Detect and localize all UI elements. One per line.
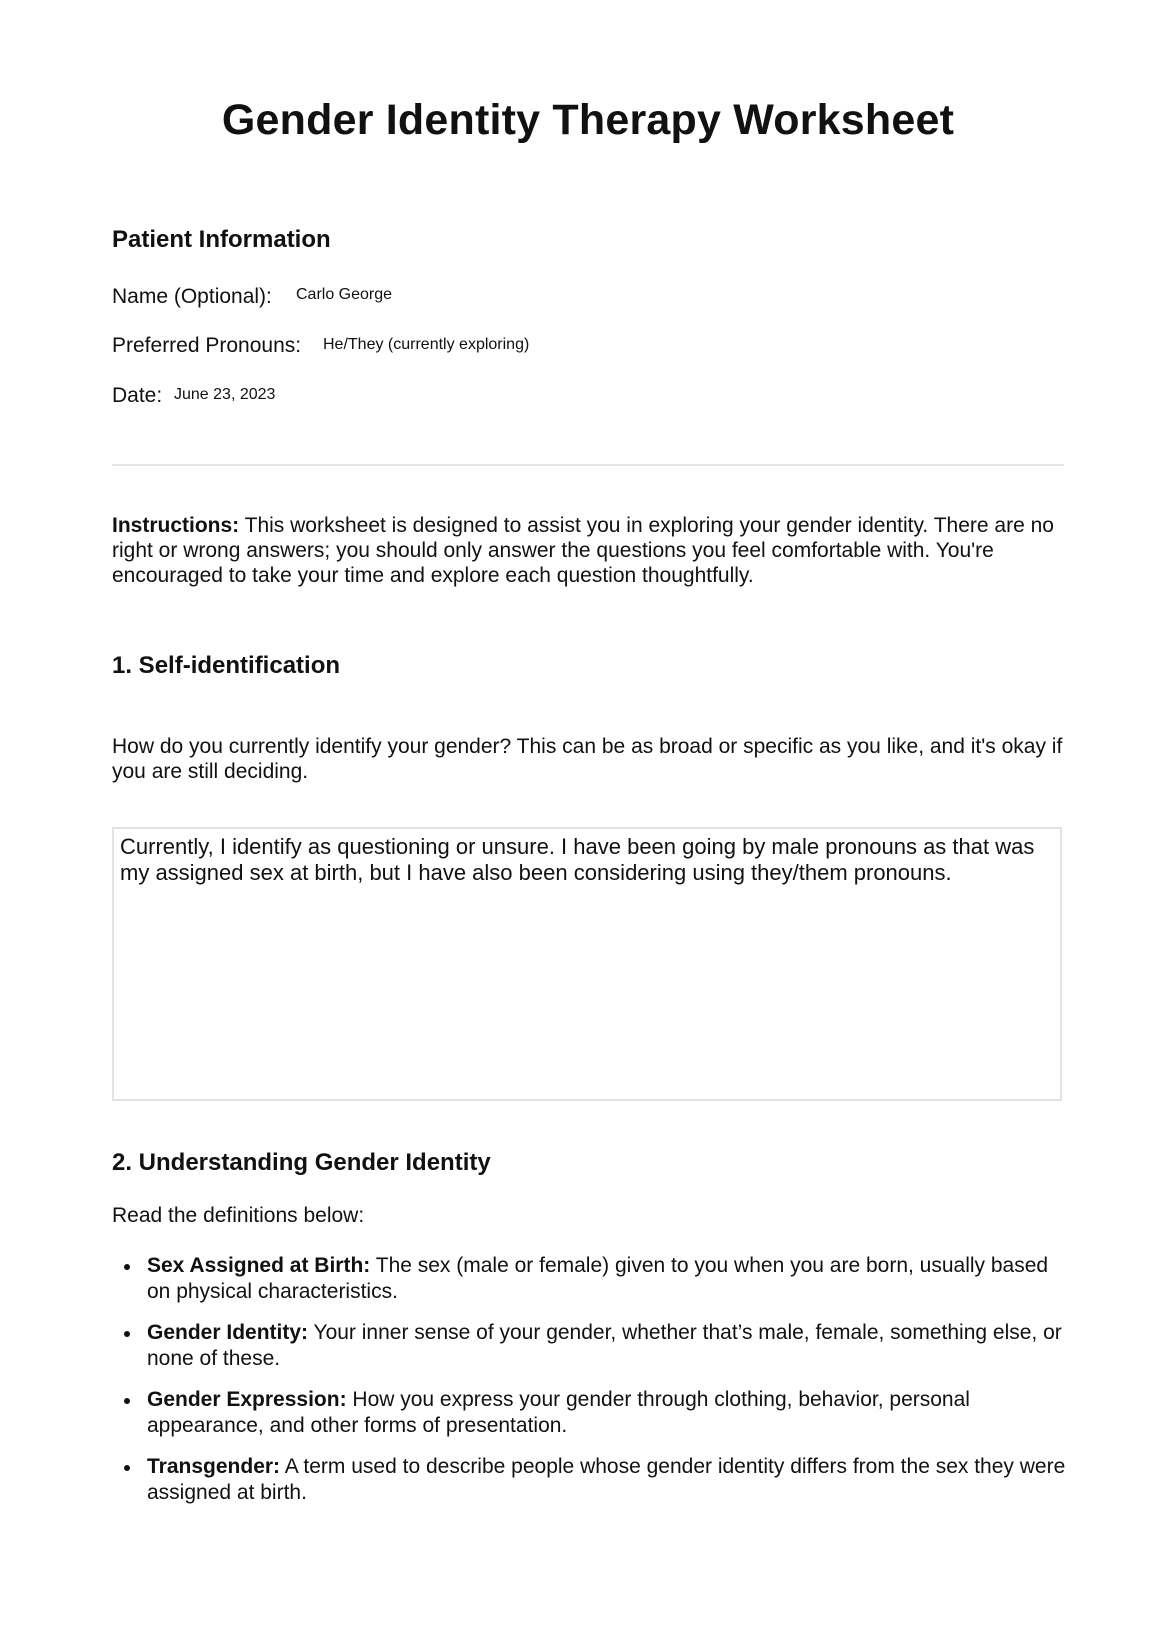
definitions-list bbox=[112, 1253, 1072, 1521]
definition-text: How you express your gender through clothing, behavior, personal appearance, and other forms of presentation. bbox=[147, 1388, 970, 1437]
date-value: June 23, 2023 bbox=[174, 386, 276, 403]
section-1-heading: 1. Self-identification bbox=[112, 652, 341, 679]
section-1-question: How do you currently identify your gender? This can be as broad or specific as you like, and it's okay if you are still deciding. bbox=[112, 735, 1063, 783]
bullet-icon bbox=[124, 1331, 130, 1337]
definition-term: Transgender: bbox=[147, 1455, 281, 1478]
definition-item bbox=[112, 1454, 1072, 1506]
definition-item bbox=[112, 1320, 1072, 1372]
pronouns-value: He/They (currently exploring) bbox=[323, 336, 530, 353]
section-2-heading: 2. Understanding Gender Identity bbox=[112, 1149, 491, 1176]
definition-item bbox=[112, 1253, 1072, 1305]
definition-term: Sex Assigned at Birth: bbox=[147, 1254, 371, 1277]
definition-text: Your inner sense of your gender, whether that’s male, female, something else, or none of these. bbox=[147, 1321, 1062, 1370]
page-title: Gender Identity Therapy Worksheet bbox=[221, 96, 955, 144]
bullet-icon bbox=[124, 1465, 130, 1471]
pronouns-label: Preferred Pronouns: bbox=[112, 334, 302, 357]
bullet-icon bbox=[124, 1264, 130, 1270]
name-value: Carlo George bbox=[296, 286, 393, 303]
instructions bbox=[112, 513, 1072, 588]
date-label: Date: bbox=[112, 384, 163, 407]
definition-text: The sex (male or female) given to you when you are born, usually based on physical characteristics. bbox=[147, 1254, 1049, 1303]
instructions-text: This worksheet is designed to assist you in exploring your gender identity. There are no right or wrong answers; you should only answer the questions you feel comfortable with. You're encouraged to take your time and explore each question thoughtfully. bbox=[112, 514, 1054, 587]
section-divider bbox=[112, 464, 1064, 466]
patient-info-heading: Patient Information bbox=[112, 226, 331, 253]
definitions-intro: Read the definitions below: bbox=[112, 1204, 365, 1227]
bullet-icon bbox=[124, 1398, 130, 1404]
name-label: Name (Optional): bbox=[112, 285, 272, 308]
self-identification-answer-box[interactable]: Currently, I identify as questioning or unsure. I have been going by male pronouns as that was my assigned sex at birth, but I have also been considering using they/them pronouns. bbox=[112, 827, 1062, 1101]
definition-term: Gender Identity: bbox=[147, 1321, 309, 1344]
definition-text: A term used to describe people whose gender identity differs from the sex they were assigned at birth. bbox=[147, 1455, 1066, 1504]
definition-item bbox=[112, 1387, 1072, 1439]
instructions-label: Instructions: bbox=[112, 514, 240, 537]
definition-term: Gender Expression: bbox=[147, 1388, 347, 1411]
